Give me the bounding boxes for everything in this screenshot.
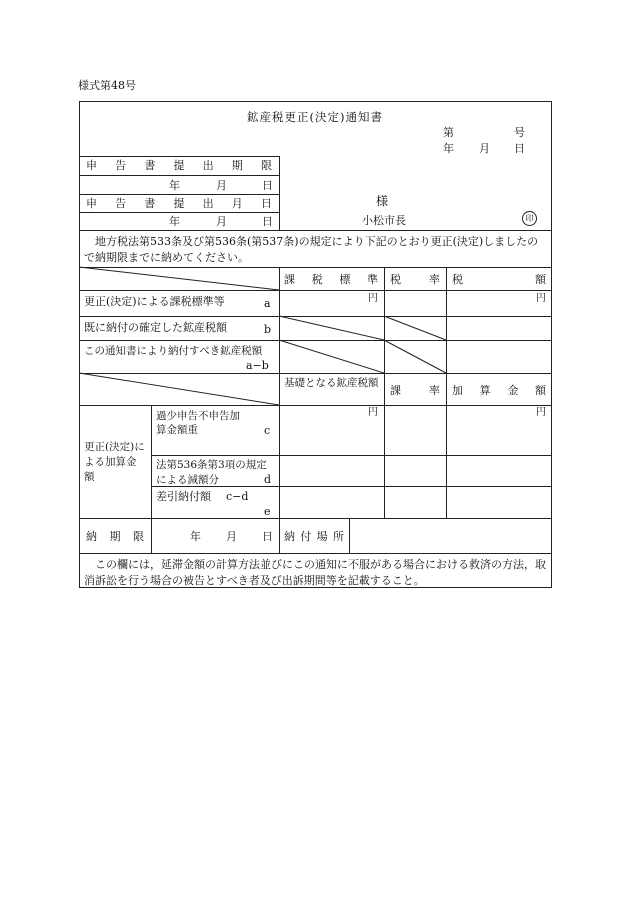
row-line — [79, 316, 552, 317]
row-a-unit: 円 — [368, 293, 378, 304]
row-line — [79, 212, 279, 213]
filing-date-label: 申 告 書 提 出 月 日 — [86, 197, 272, 210]
row-line — [79, 156, 279, 157]
filed-year: 年 — [169, 215, 180, 228]
date-year: 年 — [443, 142, 454, 155]
deadline-day: 日 — [262, 179, 273, 192]
row-line — [79, 290, 552, 291]
row-e-code: e — [264, 505, 271, 518]
payment-place-label: 納 付 場 所 — [284, 530, 344, 543]
row-line — [79, 405, 552, 406]
addressee-suffix: 様 — [376, 194, 389, 208]
col-line — [151, 518, 152, 553]
row-b-code: b — [264, 323, 272, 336]
col-line — [279, 156, 280, 230]
row-c-amount-unit: 円 — [536, 407, 546, 418]
filed-month: 月 — [216, 215, 227, 228]
row-c-label: 過少申告不申告加算金額重 — [156, 410, 240, 436]
filing-deadline-label: 申 告 書 提 出 期 限 — [86, 159, 272, 172]
col-line — [279, 518, 280, 553]
intro-text: 地方税法第533条及び第536条(第537条)の規定により下記のとおり更正(決定)しましたので納期限までに納めてください。 — [84, 235, 539, 264]
col-line — [384, 373, 385, 518]
base-tax-header: 基礎となる鉱産税額 — [284, 377, 379, 389]
row-ab-code: a−b — [246, 359, 269, 372]
row-line — [79, 373, 552, 374]
row-e-label: 差引納付額 — [156, 490, 211, 503]
row-d-label: 法第536条第3項の規定による減額分 — [156, 459, 267, 486]
filed-day: 日 — [262, 215, 273, 228]
tax-amount-header: 税 額 — [452, 273, 546, 286]
due-year: 年 — [190, 530, 201, 543]
col-line — [279, 373, 280, 518]
form-number-label: 様式第48号 — [78, 79, 136, 92]
row-c-code: c — [264, 424, 271, 437]
form-title: 鉱産税更正(決定)通知書 — [247, 110, 383, 124]
row-a-tax-unit: 円 — [536, 293, 546, 304]
due-day: 日 — [262, 530, 273, 543]
row-b-label: 既に納付の確定した鉱産税額 — [84, 321, 227, 334]
addition-group-label: 更正(決定)による加算金額 — [84, 441, 145, 483]
number-prefix: 第 — [443, 126, 454, 139]
date-month: 月 — [479, 142, 490, 155]
issuer-name: 小松市長 — [362, 214, 406, 227]
row-ab-label: この通知書により納付すべき鉱産税額 — [84, 345, 263, 357]
remedy-note-text: この欄には，延滞金額の計算方法並びにこの通知に不服がある場合における救済の方法，取消訴訟を行う場合の被告とすべき者及び出訴期間等を記載すること。 — [84, 558, 546, 587]
row-line — [79, 175, 279, 176]
tax-rate-header: 税 率 — [390, 273, 440, 286]
due-date-label: 納 期 限 — [86, 530, 144, 543]
row-c-unit: 円 — [368, 407, 378, 418]
col-line — [446, 267, 447, 373]
deadline-year: 年 — [169, 179, 180, 192]
seal-icon: 印 — [522, 211, 537, 226]
tax-base-header: 課 税 標 準 — [284, 273, 378, 286]
add-amount-header: 加 算 金 額 — [452, 384, 546, 397]
row-line — [79, 230, 552, 231]
col-line — [151, 405, 152, 518]
row-d-code: d — [264, 473, 272, 486]
date-day: 日 — [514, 142, 525, 155]
col-line — [349, 518, 350, 553]
row-e-formula: c−d — [226, 490, 249, 503]
col-line — [384, 267, 385, 373]
col-line — [446, 373, 447, 518]
row-line — [79, 518, 552, 519]
row-line — [79, 340, 552, 341]
due-month: 月 — [226, 530, 237, 543]
add-rate-header: 課 率 — [390, 384, 440, 397]
row-line — [79, 267, 552, 268]
col-line — [279, 267, 280, 373]
row-line — [151, 455, 552, 456]
number-suffix: 号 — [514, 126, 525, 139]
deadline-month: 月 — [216, 179, 227, 192]
row-line — [79, 194, 279, 195]
row-line — [79, 553, 552, 554]
row-a-code: a — [264, 297, 271, 310]
row-a-label: 更正(決定)による課税標準等 — [84, 295, 225, 308]
